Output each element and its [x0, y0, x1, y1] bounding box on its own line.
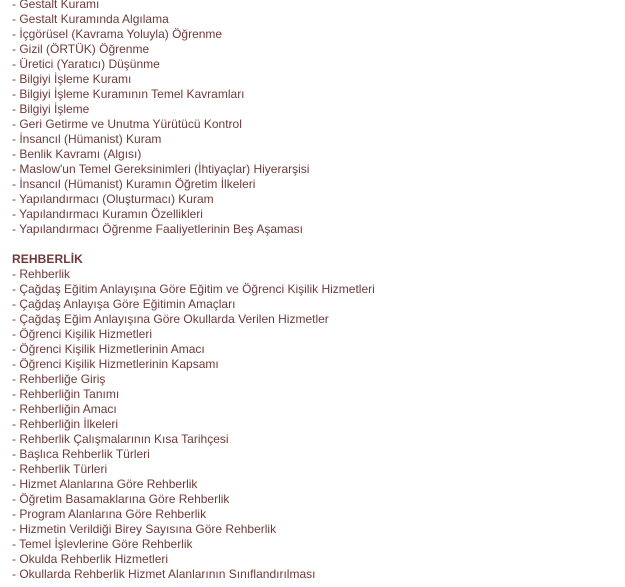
list-item: - Maslow'un Temel Gereksinimleri (İhtiyaçlar) Hiyerarşisi: [12, 162, 310, 176]
list-item: - Yapılandırmacı (Oluşturmacı) Kuram: [12, 192, 214, 206]
list-item: - Öğretim Basamaklarına Göre Rehberlik: [12, 492, 230, 506]
list-item: - Rehberlik: [12, 267, 71, 281]
list-item: - Temel İşlevlerine Göre Rehberlik: [12, 537, 193, 551]
list-item: - Gestalt Kuramında Algılama: [12, 12, 169, 26]
list-item: - İnsancıl (Hümanist) Kuram: [12, 132, 162, 146]
list-item: - Çağdaş Anlayışa Göre Eğitimin Amaçları: [12, 297, 236, 311]
list-item: - Gestalt Kuramı: [12, 0, 100, 11]
list-item: - Hizmet Alanlarına Göre Rehberlik: [12, 477, 198, 491]
list-item: - Gizil (ÖRTÜK) Öğrenme: [12, 42, 150, 56]
list-item: - Okullarda Rehberlik Hizmet Alanlarının Sınıflandırılması: [12, 567, 316, 581]
content-area: [12, 0, 612, 582]
list-item: - İçgörüsel (Kavrama Yoluyla) Öğrenme: [12, 27, 223, 41]
list-item: - Üretici (Yaratıcı) Düşünme: [12, 57, 160, 71]
list-item: - Rehberlik Türleri: [12, 462, 108, 476]
section-heading-rehberlik: REHBERLİK: [12, 252, 83, 266]
list-item: - Bilgiyi İşleme Kuramının Temel Kavramları: [12, 87, 245, 101]
list-item: - Rehberlik Çalışmalarının Kısa Tarihçesi: [12, 432, 229, 446]
list-item: - Bilgiyi İşleme: [12, 102, 90, 116]
section-spacer: [12, 237, 612, 252]
list-item: - Okulda Rehberlik Hizmetleri: [12, 552, 169, 566]
list-item: - Başlıca Rehberlik Türleri: [12, 447, 150, 461]
list-item: - Bilgiyi İşleme Kuramı: [12, 72, 132, 86]
list-item: - Yapılandırmacı Öğrenme Faaliyetlerinin Beş Aşaması: [12, 222, 304, 236]
list-item: - Program Alanlarına Göre Rehberlik: [12, 507, 207, 521]
list-item: - Çağdaş Eğim Anlayışına Göre Okullarda Verilen Hizmetler: [12, 312, 329, 326]
list-item: - Rehberliğin Amacı: [12, 402, 117, 416]
list-item: - İnsancıl (Hümanist) Kuramın Öğretim İlkeleri: [12, 177, 256, 191]
list-item: - Hizmetin Verildiği Birey Sayısına Göre Rehberlik: [12, 522, 277, 536]
list-item: - Öğrenci Kişilik Hizmetlerinin Amacı: [12, 342, 205, 356]
list-item: - Yapılandırmacı Kuramın Özellikleri: [12, 207, 203, 221]
list-item: - Rehberliğin Tanımı: [12, 387, 120, 401]
list-item: - Benlik Kavramı (Algısı): [12, 147, 142, 161]
topic-list-learning-theories: [12, 0, 612, 237]
list-item: - Rehberliğe Giriş: [12, 372, 106, 386]
list-item: - Öğrenci Kişilik Hizmetlerinin Kapsamı: [12, 357, 219, 371]
list-item: - Öğrenci Kişilik Hizmetleri: [12, 327, 153, 341]
list-item: - Geri Getirme ve Unutma Yürütücü Kontrol: [12, 117, 242, 131]
list-item: - Rehberliğin İlkeleri: [12, 417, 119, 431]
list-item: - Çağdaş Eğitim Anlayışına Göre Eğitim ve Öğrenci Kişilik Hizmetleri: [12, 282, 375, 296]
topic-list-guidance: [12, 267, 612, 582]
